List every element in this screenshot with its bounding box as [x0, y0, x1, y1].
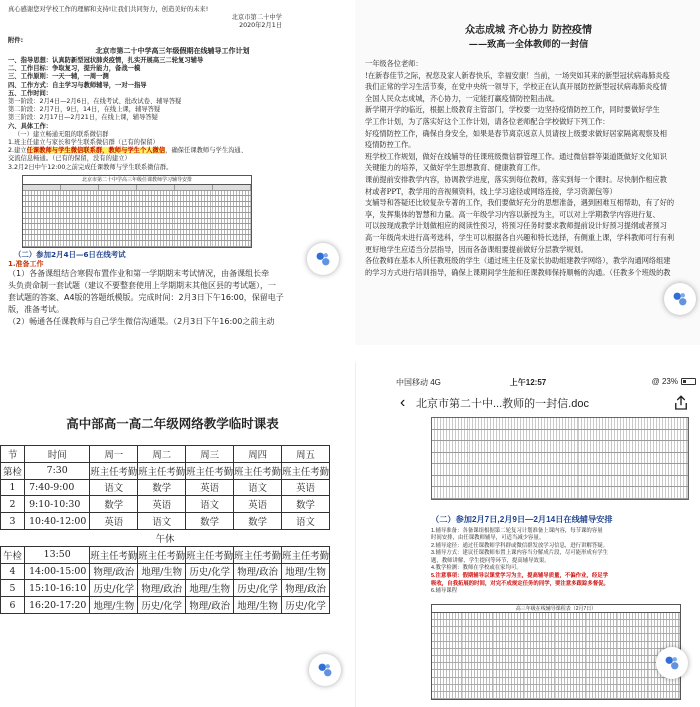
plan-line: 五、工作时间：	[8, 89, 53, 97]
table-cell: 数学	[90, 496, 138, 513]
letter-line: 课前提前安排教学内容，协调教学进度，落实到每位教师，落实到每一个课时。尽快制作相应教	[365, 174, 667, 184]
table-cell: 历史/化学	[282, 597, 330, 614]
table-cell: 数学	[234, 513, 282, 530]
tutoring-table-caption: 北京市第二十中学高三年级任课教师学习辅导安排	[23, 176, 251, 185]
table-row	[1, 597, 330, 614]
doc-line: 1.辅导准备：各备课组根据第二轮复习计划准备上课内容，每节课的容量	[431, 527, 603, 534]
table-cell: 英语	[282, 479, 330, 496]
table-cell: 班主任考勤	[138, 462, 186, 479]
table-cell: 7:30	[25, 462, 90, 479]
item-2-post: ，确保任课教师与学生沟通、	[165, 147, 247, 155]
table-cell: 2	[1, 496, 25, 513]
table-cell: 物理/政治	[234, 563, 282, 580]
table-cell: 数学	[186, 513, 234, 530]
letter-line: 新学期开学的临近，根据上级教育主管部门，学校要一边坚持疫情防控工作，同时要做好学生	[365, 105, 660, 115]
table-cell: 地理/生物	[186, 580, 234, 597]
timetable-header-row	[1, 446, 330, 463]
letter-line: 支辅导和答疑还比较复杂专著的工作，我们要做好充分的思想准备，遇到困难互相帮助，有了好的	[365, 198, 675, 208]
table-cell: 5	[1, 580, 25, 597]
table-cell: 班主任考勤	[234, 462, 282, 479]
table-cell: 物理/政治	[282, 580, 330, 597]
letter-line: 全国人民众志成城，齐心协力，一定能打赢疫情防控阻击战。	[365, 93, 560, 103]
letter-line: 更好地学生应适当分层指导，因而各备课组要提前做好分层教学规划。	[365, 244, 588, 254]
attachment-label: 附件:	[8, 36, 24, 44]
document-body	[431, 417, 690, 707]
plan-line: 第一阶段：2月4日—2月6日，在线考试、批改试卷、辅导答疑	[8, 98, 182, 106]
table-cell: 10:40-12:00	[25, 513, 90, 530]
letter-subtitle: ——致高一全体教师的一封信	[468, 39, 589, 50]
letter-line: 材或者PPT，教学用的音视频资料，线上学习途径或网络连接，学习资源包等）	[365, 186, 617, 196]
table-cell: 班主任考勤	[186, 546, 234, 563]
noon-row	[1, 529, 330, 546]
photo-open-letter	[355, 0, 700, 345]
carrier-label: 中国移动 4G	[396, 378, 441, 387]
section-exam: （二）参加2月4日—6日在线考试	[14, 249, 126, 259]
plan-line: 第三阶段：2月17日—2月21日，在线上课，辅导答疑	[8, 114, 158, 122]
table-cell: 历史/化学	[90, 580, 138, 597]
table-row	[1, 479, 330, 496]
section-wechat: （一）建立畅通无阻的联系微信群	[14, 130, 109, 138]
noon-label: 午休	[1, 529, 330, 546]
letter-line: 学工作计划，为了落实好这个工作计划，请各位老师配合学校做好下列工作：	[365, 116, 610, 126]
para-line: 套试题的答案、A4版的答题纸模版。完成时间：2月3日下午16:00，保留电子	[8, 293, 284, 302]
table-cell: 班主任考勤	[282, 462, 330, 479]
table-cell: 历史/化学	[186, 563, 234, 580]
para-line: （2）畅通各任课教师与自己学生微信沟通渠。（2月3日下午16:00之前主动	[8, 317, 275, 326]
doc-line: 3.辅导方式：建议任课教师布置上课内容当分解成片段，尽可能形成有学生	[431, 550, 608, 557]
section-heading: （二）参加2月7日,2月9日—2月14日在线辅导安排	[431, 514, 613, 524]
table-cell: 英语	[234, 496, 282, 513]
phone-doc-screenshot	[355, 362, 700, 707]
floating-assistant-button[interactable]	[307, 243, 339, 275]
doc-warning-line: 吸收，自我拓展的时间，对完不成规定任务的同学，要注意多跟踪多督促。	[431, 580, 609, 587]
prep-heading: 1.准备工作	[8, 259, 44, 268]
table-cell: 班主任考勤	[282, 546, 330, 563]
plan-line: 四、工作方式：自主学习与教师辅导，一对一指导	[8, 81, 147, 89]
letter-line: 可以按现成教学计划做相应的阅读性预习，将预习任务时要求教师提前设计好预习提纲或者预习	[365, 221, 667, 231]
letter-line: !在新春佳节之际，祝您及家人新春快乐，幸福安康！当前，一场突如其来的新型冠状病毒肺炎疫	[365, 70, 670, 80]
doc-warning-line: 5.注意事项：假期辅导以课堂学习为主，提高辅导质量，不偏作业，经足学	[431, 573, 608, 580]
para-line: （1）各备课组结合寒假布置作业和第一学期期末考试情况，由备课组长牵	[8, 269, 270, 278]
table-row	[1, 563, 330, 580]
table-cell: 午检	[1, 546, 25, 563]
battery-icon	[681, 378, 696, 385]
doc-line: 4.教学检测：教师在学校或在家均可。	[431, 565, 522, 572]
header-cell: 节	[1, 446, 25, 463]
plan-line: 三、工作原则：一天一辅，一周一测	[8, 73, 109, 81]
table-cell: 16:20-17:20	[25, 597, 90, 614]
table-cell: 英语	[186, 479, 234, 496]
table-cell: 第检	[1, 462, 25, 479]
plan-line: 第二阶段：2月7日，9日，14日，在线上课，辅导答疑	[8, 106, 161, 114]
table-cell: 9:10-10:30	[25, 496, 90, 513]
header-cell: 周一	[90, 446, 138, 463]
table-row	[1, 580, 330, 597]
table-cell: 语文	[282, 513, 330, 530]
table-cell: 1	[1, 479, 25, 496]
school-name: 北京市第二十中学	[231, 14, 282, 22]
letter-line: 高一年级尚未进行高考选科，学生可以根据各自兴趣和特长选择，有侧重上课，学科教师可行有利	[365, 232, 675, 242]
letter-line: 班学校工作规划，做好在线辅导的任课班级微信群管理工作。通过微信群等渠道既做好文化知识	[365, 151, 667, 161]
plan-line: 一、指导思想：认真防新型冠状肺炎疫情，扎实开展高三二轮复习辅导	[8, 57, 204, 65]
nav-bar	[356, 392, 700, 416]
table-cell: 班主任考勤	[90, 546, 138, 563]
photo-timetable	[0, 362, 345, 707]
doc-line: 2.辅导途径：通过任课教师学科群或微信群发放学习信息，进行讲解答疑。	[431, 542, 608, 549]
item-3: 3.2月2日中午12:00之前完成任课教师与学生联系微信群。	[8, 163, 173, 171]
table-cell: 物理/政治	[90, 563, 138, 580]
letter-line: 好疫情防控工作，确保自身安全，如果是春节离京返京人员请按上级要求做好居家隔离观察及相	[365, 128, 667, 138]
para-line: 头负责命制一套试题（建议不要整套使用上学期期末其他区县的考试题），一	[8, 281, 276, 290]
floating-assistant-button[interactable]	[656, 647, 688, 679]
table-cell: 13:50	[25, 546, 90, 563]
table-cell: 语文	[90, 479, 138, 496]
doc-line: 题，教师讲解，学生提问等环节，提高辅导效果。	[431, 557, 550, 564]
letter-line: 我们正常的学习生活节奏，在党中央统一领导下，学校正在认真开展防控新型冠状病毒肺炎疫情	[365, 82, 667, 92]
thanks-line: 真心感谢您对学校工作的理解和支持!让我们共同努力，创造美好的未来!	[8, 6, 209, 13]
letter-line: 疫情防控工作。	[365, 140, 416, 150]
letter-line: 关键能力的培养，又做好学生思想教育、健康教育工作。	[365, 163, 545, 173]
letter-title: 众志成城 齐心协力 防控疫情	[465, 25, 592, 36]
header-cell: 周二	[138, 446, 186, 463]
table-cell: 6	[1, 597, 25, 614]
table-cell: 地理/生物	[138, 563, 186, 580]
table-cell: 4	[1, 563, 25, 580]
table-cell: 班主任考勤	[138, 546, 186, 563]
item-2-highlight: 任课教师与学生微信联系群，教师与学生个人微信	[26, 147, 166, 155]
header-cell: 周五	[282, 446, 330, 463]
clock: 上午12:57	[509, 378, 547, 387]
table-cell: 历史/化学	[234, 580, 282, 597]
table-cell: 3	[1, 513, 25, 530]
letter-line: 各位教师在基本人所任教班级的学生（通过班主任及家长协助组建教学网络），教学沟通网络组建	[365, 256, 671, 266]
table-cell: 历史/化学	[138, 597, 186, 614]
doc-line: 时间安排，由任课教师辅导，可适当减少容量。	[431, 535, 545, 542]
document-title: 北京市第二十中...教师的一封信.doc	[416, 398, 589, 410]
course-table	[431, 604, 681, 700]
table-cell: 语文	[234, 479, 282, 496]
swirl-icon	[661, 652, 683, 674]
floating-assistant-button[interactable]	[664, 283, 696, 315]
timetable	[0, 445, 330, 614]
table-row	[1, 462, 330, 479]
header-cell: 周四	[234, 446, 282, 463]
table-cell: 7:40-9:00	[25, 479, 90, 496]
swirl-icon	[312, 248, 334, 270]
table-cell: 地理/生物	[90, 597, 138, 614]
swirl-icon	[669, 288, 691, 310]
back-arrow-icon[interactable]: ‹	[400, 394, 406, 411]
battery-label: @ 23%	[651, 377, 678, 386]
table-cell: 15:10-16:10	[25, 580, 90, 597]
table-cell: 英语	[138, 496, 186, 513]
table-row	[1, 546, 330, 563]
header-cell: 时间	[25, 446, 90, 463]
plan-title: 北京市第二十中学高三年级假期在线辅导工作计划	[95, 46, 250, 55]
header-cell: 周三	[186, 446, 234, 463]
date-line: 2020年2月1日	[239, 22, 282, 30]
table-cell: 班主任考勤	[186, 462, 234, 479]
floating-assistant-button[interactable]	[309, 654, 341, 686]
letter-line: 的学习方式进行培训指导，确保上课期间学生能和任课教师保持顺畅的沟通。（任教多个班级的教	[365, 267, 671, 277]
arrangement-table	[431, 417, 689, 500]
item-1: 1.班主任建立与家长和学生联系微信群（已有的保留）	[8, 139, 159, 147]
table-cell: 英语	[90, 513, 138, 530]
letter-line: 一年级各位老师：	[365, 59, 423, 68]
table-cell: 地理/生物	[282, 563, 330, 580]
status-bar	[356, 375, 700, 389]
table-cell: 地理/生物	[234, 597, 282, 614]
photo-work-plan	[0, 0, 345, 345]
table-cell: 班主任考勤	[90, 462, 138, 479]
doc-line: 6.辅导课程	[431, 588, 458, 595]
table-cell: 物理/政治	[186, 597, 234, 614]
letter-line: 享，发挥集体的智慧和力量。高一年级学习内容以新授为主，可以对上学期教学内容进行复、	[365, 209, 660, 219]
table-cell: 14:00-15:00	[25, 563, 90, 580]
timetable-title: 高中部高一高二年级网络教学临时课表	[66, 416, 279, 431]
plan-line: 六、具体工作：	[8, 122, 53, 130]
table-cell: 数学	[282, 496, 330, 513]
share-icon[interactable]	[672, 394, 690, 412]
course-table-caption: 高三年级在线辅导课程表（2月7日）	[432, 605, 680, 613]
table-cell: 数学	[138, 479, 186, 496]
tutoring-table	[22, 175, 252, 248]
para-line: 版，准备考试。	[8, 305, 64, 314]
table-row	[1, 513, 330, 530]
swirl-icon	[314, 659, 336, 681]
table-row	[1, 496, 330, 513]
table-cell: 班主任考勤	[234, 546, 282, 563]
item-2-cont: 交流信息畅通。（已有的保留，没有的建立）	[8, 155, 131, 163]
table-cell: 语文	[138, 513, 186, 530]
table-cell: 物理/政治	[138, 580, 186, 597]
table-cell: 语文	[186, 496, 234, 513]
plan-line: 二、工作目标：争取复习，提升能力，备战一模	[8, 65, 141, 73]
item-2-pre: 2.建立	[8, 147, 27, 155]
